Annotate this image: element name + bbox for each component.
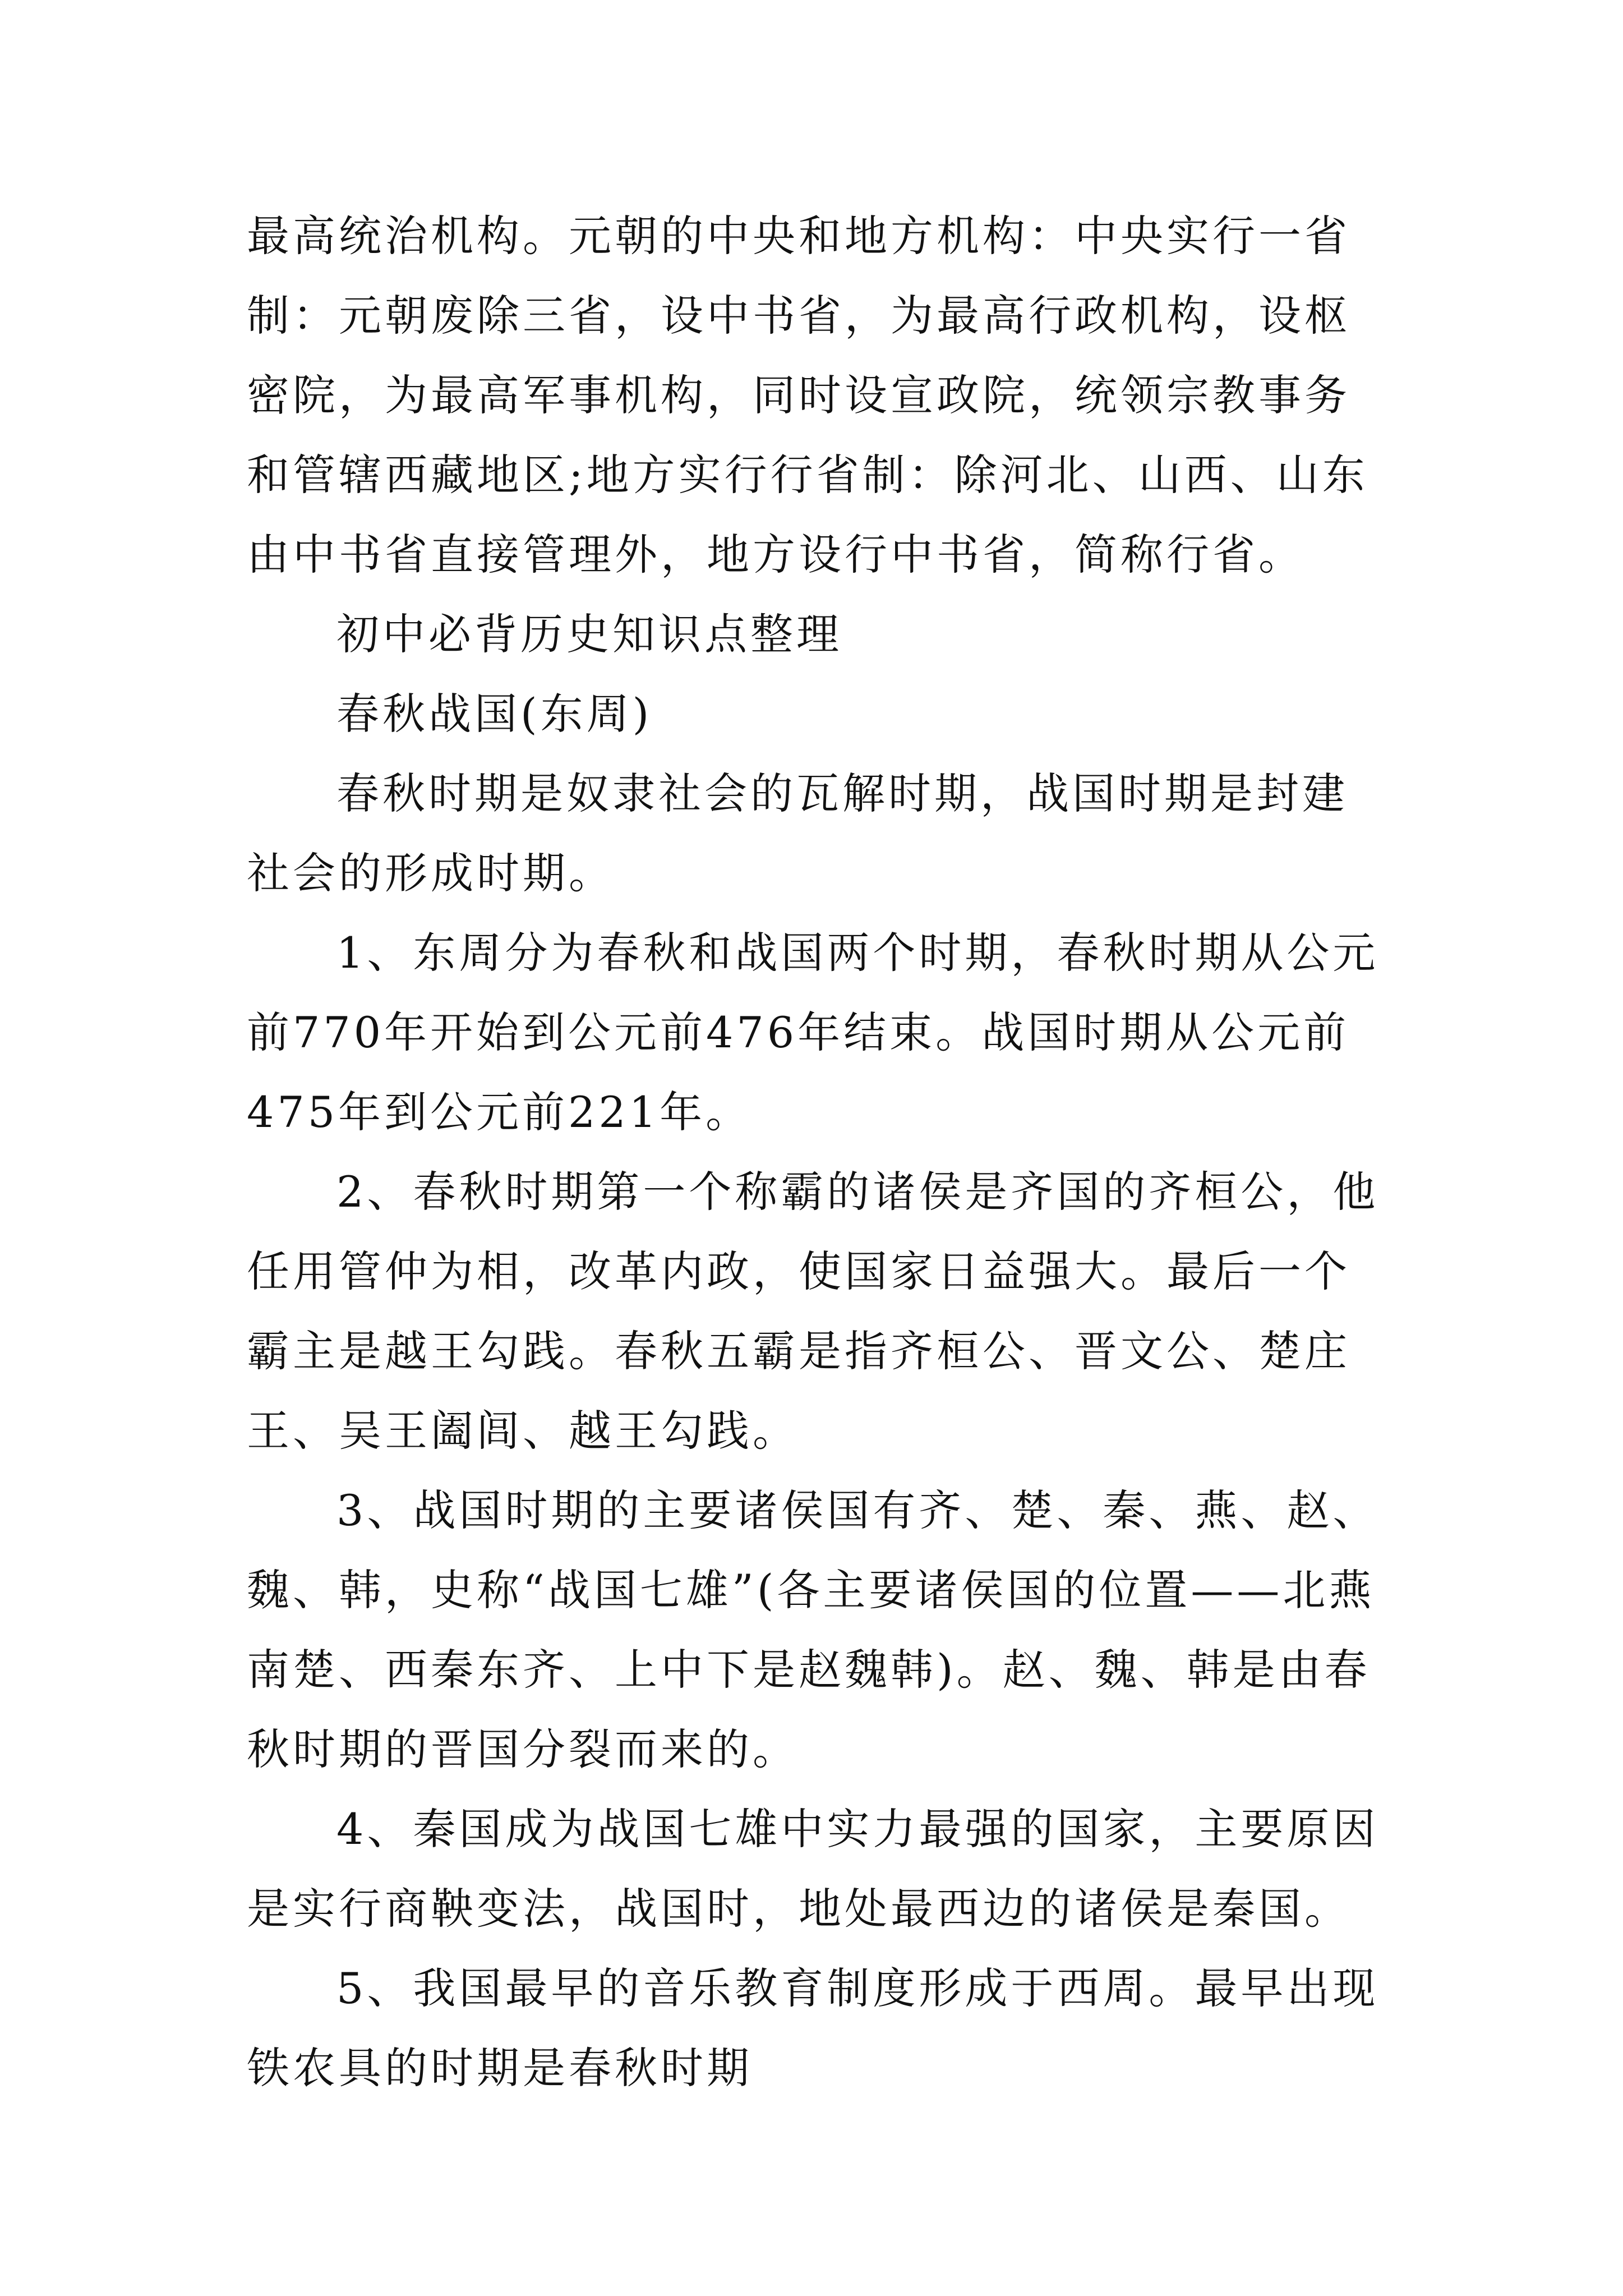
paragraph-item-4: 4、秦国成为战国七雄中实力最强的国家，主要原因是实行商鞅变法，战国时，地处最西边的诸侯是秦国。 <box>247 1804 1379 1934</box>
document-body <box>247 196 1380 2108</box>
paragraph-item-3: 3、战国时期的主要诸侯国有齐、楚、秦、燕、赵、魏、韩，史称“战国七雄”(各主要诸侯国的位置——北燕南楚、西秦东齐、上中下是赵魏韩)。赵、魏、韩是由春秋时期的晋国分裂而来的。 <box>247 1485 1379 1774</box>
paragraph-item-5: 5、我国最早的音乐教育制度形成于西周。最早出现铁农具的时期是春秋时期 <box>247 1963 1379 2093</box>
paragraph-yuan-institutions: 最高统治机构。元朝的中央和地方机构：中央实行一省制：元朝废除三省，设中书省，为最高行政机构，设枢密院，为最高军事机构，同时设宣政院，统领宗教事务和管辖西藏地区;地方实行行省制：除河北、山西、山东由中书省直接管理外，地方设行中书省，简称行省。 <box>247 211 1368 579</box>
section-heading: 初中必背历史知识点整理 <box>336 609 842 659</box>
paragraph-period-overview: 春秋时期是奴隶社会的瓦解时期，战国时期是封建社会的形成时期。 <box>247 769 1348 898</box>
paragraph-item-2: 2、春秋时期第一个称霸的诸侯是齐国的齐桓公，他任用管仲为相，改革内政，使国家日益强大。最后一个霸主是越王勾践。春秋五霸是指齐桓公、晋文公、楚庄王、吴王阖闾、越王勾践。 <box>247 1167 1379 1456</box>
subsection-heading: 春秋战国(东周) <box>336 689 653 739</box>
paragraph-item-1: 1、东周分为春秋和战国两个时期，春秋时期从公元前770年开始到公元前476年结束。战国时期从公元前475年到公元前221年。 <box>247 928 1379 1137</box>
